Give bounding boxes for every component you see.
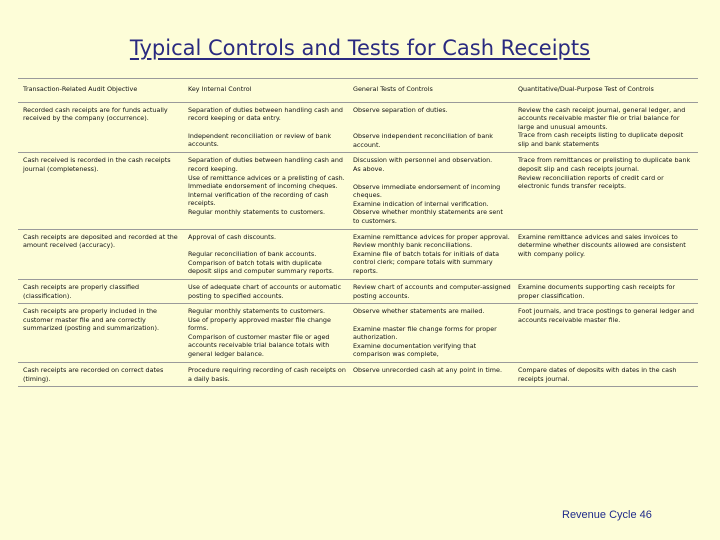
cell-text: Trace from remittances or prelisting to duplicate bank deposit slip and cash receipts journal. bbox=[518, 156, 691, 173]
quantitative-test-cell bbox=[513, 229, 698, 279]
cell-text: Examine indication of internal verification. bbox=[353, 199, 489, 208]
cell-text: Regular monthly statements to customers. bbox=[188, 207, 326, 216]
controls-table bbox=[18, 78, 698, 387]
header-quantitative-tests: Quantitative/Dual-Purpose Test of Controls bbox=[513, 79, 698, 103]
general-test-cell bbox=[348, 279, 513, 303]
cell-text: Foot journals, and trace postings to general ledger and accounts receivable master file. bbox=[518, 307, 695, 324]
cell-text: Review the cash receipt journal, general ledger, and accounts receivable master file or trial balance for large and unusual amounts. bbox=[518, 105, 686, 131]
quantitative-test-cell bbox=[513, 363, 698, 387]
table-row bbox=[18, 304, 698, 363]
general-test-cell bbox=[348, 153, 513, 229]
key-control-cell bbox=[183, 153, 348, 229]
spacer bbox=[188, 123, 346, 132]
objective-cell bbox=[18, 304, 183, 363]
quantitative-test-cell bbox=[513, 304, 698, 363]
objective-cell bbox=[18, 363, 183, 387]
cell-text: Observe immediate endorsement of incoming cheques. bbox=[353, 182, 501, 200]
cell-text: Cash receipts are properly classified (classification). bbox=[23, 282, 140, 300]
cell-text: Comparison of batch totals with duplicate deposit slips and computer summary reports. bbox=[188, 258, 334, 276]
cell-text: Observe unrecorded cash at any point in time. bbox=[353, 366, 502, 375]
cell-text: Examine documents supporting cash receipts for proper classification. bbox=[518, 282, 675, 300]
spacer bbox=[353, 174, 511, 183]
table-row bbox=[18, 279, 698, 303]
key-control-cell bbox=[183, 363, 348, 387]
general-test-cell bbox=[348, 229, 513, 279]
cell-text: Examine remittance advices for proper approval. bbox=[353, 232, 510, 241]
quantitative-test-cell bbox=[513, 153, 698, 229]
cell-text: Examine documentation verifying that comparison was complete, bbox=[353, 341, 477, 359]
spacer bbox=[353, 316, 511, 325]
cell-text: Use of adequate chart of accounts or automatic posting to specified accounts. bbox=[188, 282, 342, 300]
cell-text: Examine master file change forms for proper authorization. bbox=[353, 324, 497, 342]
cell-text: Review monthly bank reconciliations. bbox=[353, 241, 473, 250]
cell-text: Use of properly approved master file change forms. bbox=[188, 315, 331, 333]
objective-cell bbox=[18, 229, 183, 279]
cell-text: Approval of cash discounts. bbox=[188, 232, 276, 241]
cell-text: Examine file of batch totals for initials of data control clerk; compare totals with summary reports. bbox=[353, 249, 500, 275]
key-control-cell bbox=[183, 102, 348, 153]
cell-text: Cash received is recorded in the cash receipts journal (completeness). bbox=[23, 156, 171, 173]
cell-text: Trace from cash receipts listing to duplicate deposit slip and bank statements bbox=[518, 131, 684, 148]
cell-text: Independent reconciliation or review of bank accounts. bbox=[188, 131, 332, 149]
key-control-cell bbox=[183, 304, 348, 363]
cell-text: Cash receipts are deposited and recorded at the amount received (accuracy). bbox=[23, 232, 178, 250]
spacer bbox=[353, 114, 511, 123]
header-key-control: Key Internal Control bbox=[183, 79, 348, 103]
header-general-tests: General Tests of Controls bbox=[348, 79, 513, 103]
table-row bbox=[18, 102, 698, 153]
general-test-cell bbox=[348, 363, 513, 387]
quantitative-test-cell bbox=[513, 102, 698, 153]
general-test-cell bbox=[348, 102, 513, 153]
cell-text: Regular reconciliation of bank accounts. bbox=[188, 250, 317, 259]
cell-text: Immediate endorsement of incoming cheques. bbox=[188, 182, 338, 191]
cell-text: Use of remittance advices or a prelisting of cash. bbox=[188, 173, 345, 182]
cell-text: Discussion with personnel and observation. bbox=[353, 156, 493, 165]
cell-text: As above. bbox=[353, 164, 385, 173]
page-number: Revenue Cycle 46 bbox=[562, 509, 652, 521]
cell-text: Compare dates of deposits with dates in the cash receipts journal. bbox=[518, 366, 677, 383]
cell-text: Comparison of customer master file or aged accounts receivable trial balance totals with general ledger balance. bbox=[188, 332, 330, 359]
key-control-cell bbox=[183, 229, 348, 279]
cell-text: Observe independent reconciliation of bank account. bbox=[353, 132, 493, 149]
cell-text: Cash receipts are recorded on correct dates (timing). bbox=[23, 366, 164, 383]
objective-cell bbox=[18, 153, 183, 229]
cell-text: Separation of duties between handling cash and record keeping. bbox=[188, 156, 343, 173]
table-row bbox=[18, 153, 698, 229]
cell-text: Cash receipts are properly included in the customer master file and are correctly summarized (posting and summarization). bbox=[23, 307, 159, 333]
cell-text: Procedure requiring recording of cash receipts on a daily basis. bbox=[188, 366, 346, 383]
spacer bbox=[353, 123, 511, 132]
table-row bbox=[18, 229, 698, 279]
cell-text: Observe whether monthly statements are sent to customers. bbox=[353, 208, 503, 225]
objective-cell bbox=[18, 279, 183, 303]
cell-text: Regular monthly statements to customers. bbox=[188, 307, 326, 316]
general-test-cell bbox=[348, 304, 513, 363]
objective-cell bbox=[18, 102, 183, 153]
cell-text: Examine remittance advices and sales invoices to determine whether discounts allowed are consistent with company policy. bbox=[518, 232, 686, 258]
key-control-cell bbox=[183, 279, 348, 303]
controls-table-container bbox=[18, 78, 698, 387]
quantitative-test-cell bbox=[513, 279, 698, 303]
table-row bbox=[18, 363, 698, 387]
spacer bbox=[188, 241, 346, 250]
cell-text: Observe separation of duties. bbox=[353, 105, 448, 114]
cell-text: Recorded cash receipts are for funds actually received by the company (occurrence). bbox=[23, 105, 168, 123]
cell-text: Review reconciliation reports of credit card or electronic funds transfer receipts. bbox=[518, 173, 664, 191]
header-objective: Transaction-Related Audit Objective bbox=[18, 79, 183, 103]
header-row bbox=[18, 79, 698, 103]
page-title: Typical Controls and Tests for Cash Receipts bbox=[129, 36, 591, 60]
cell-text: Observe whether statements are mailed. bbox=[353, 307, 485, 316]
cell-text: Separation of duties between handling cash and record keeping or data entry. bbox=[188, 105, 343, 123]
cell-text: Review chart of accounts and computer-assigned posting accounts. bbox=[353, 282, 511, 300]
cell-text: Internal verification of the recording of cash receipts. bbox=[188, 190, 329, 208]
